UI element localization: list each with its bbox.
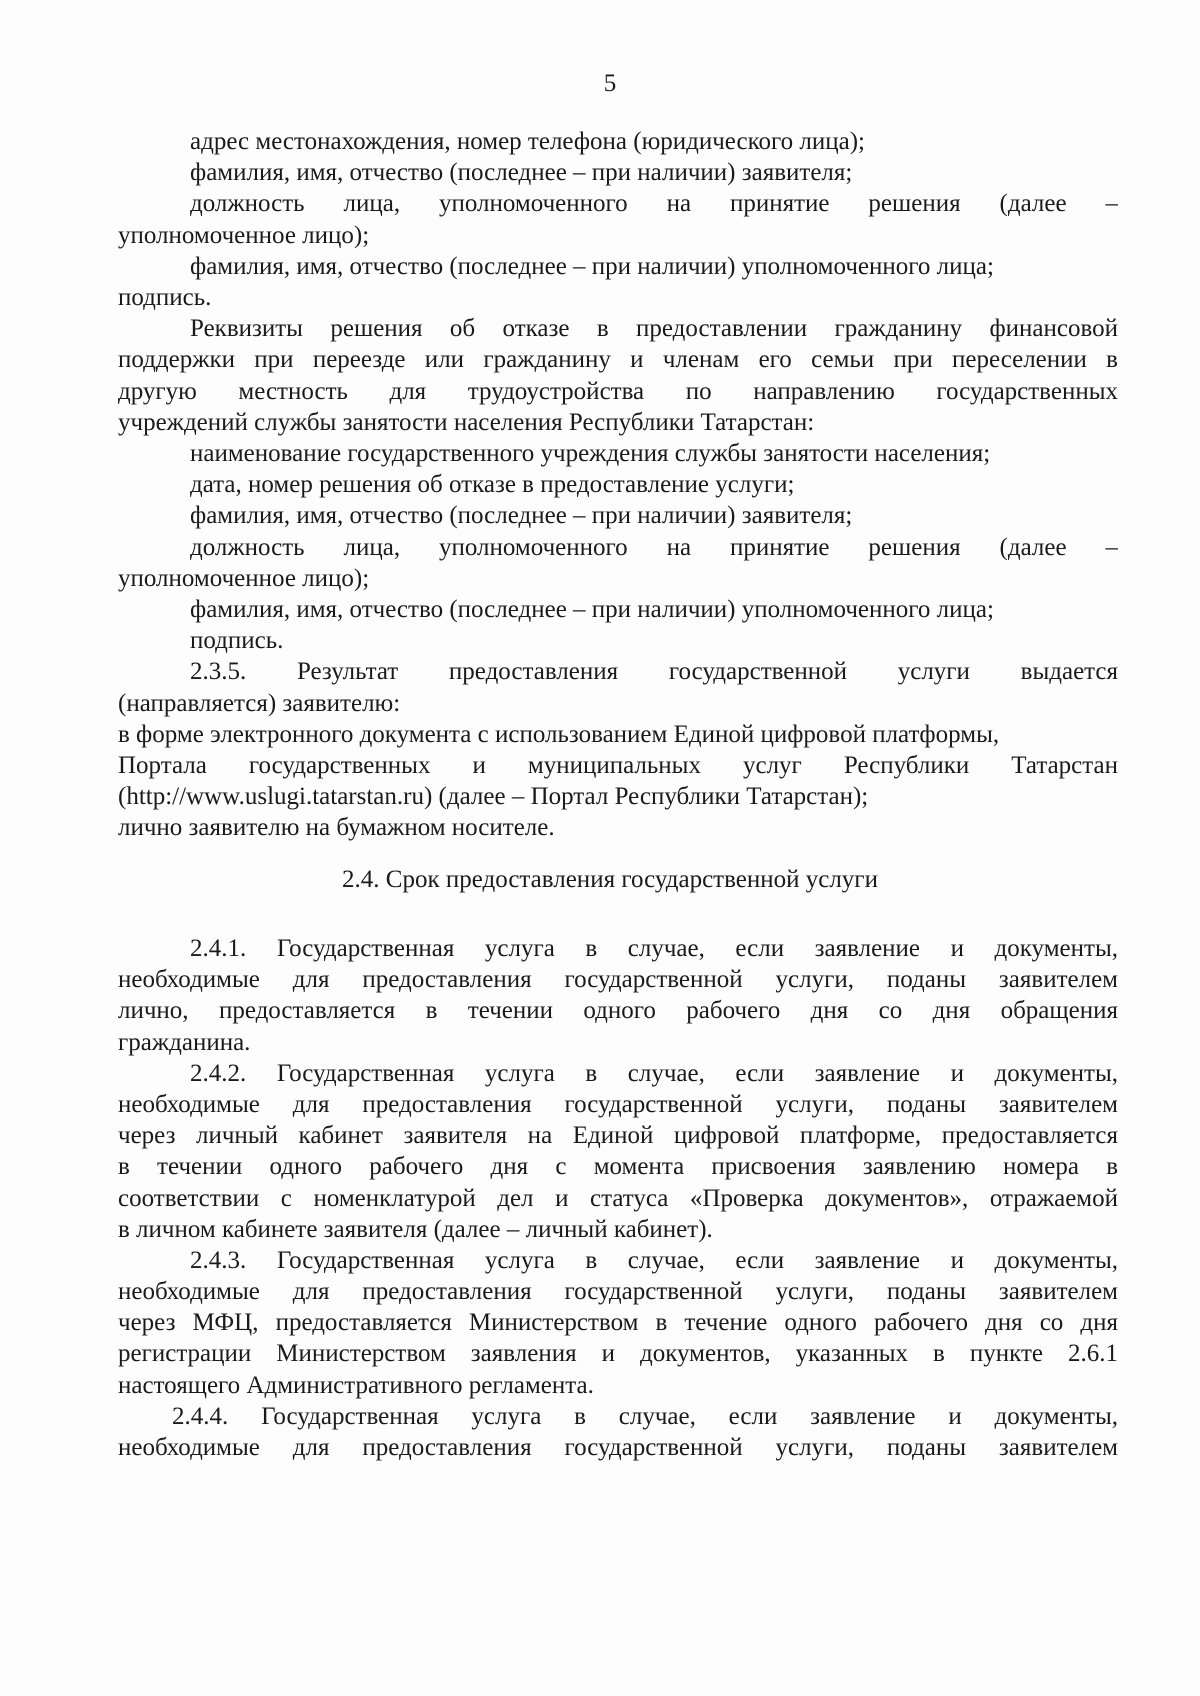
text-line: поддержки при переезде или гражданину и членам его семьи при переселении в [118,346,1118,374]
text-line: фамилия, имя, отчество (последнее – при наличии) уполномоченного лица; [190,595,994,623]
page-number: 5 [603,70,617,97]
text-line: в личном кабинете заявителя (далее – личный кабинет). [118,1215,713,1243]
text-line: регистрации Министерством заявления и документов, указанных в пункте 2.6.1 [118,1340,1118,1368]
text-line: лично, предоставляется в течении одного рабочего дня со дня обращения [118,997,1118,1025]
text-line: адрес местонахождения, номер телефона (юридического лица); [190,128,865,155]
text-line: уполномоченное лицо); [118,221,370,249]
text-line: фамилия, имя, отчество (последнее – при наличии) заявителя; [190,502,853,530]
text-line: фамилия, имя, отчество (последнее – при наличии) уполномоченного лица; [190,252,994,280]
text-line: через МФЦ, предоставляется Министерством в течение одного рабочего дня со дня [118,1309,1118,1337]
text-line: Портала государственных и муниципальных услуг Республики Татарстан [118,751,1118,779]
text-line: 2.4.3. Государственная услуга в случае, если заявление и документы, [190,1246,1118,1274]
text-line: дата, номер решения об отказе в предоставление услуги; [190,471,795,499]
text-line: наименование государственного учреждения службы занятости населения; [190,439,991,467]
paragraph-block-terms [118,933,1118,1463]
text-line: лично заявителю на бумажном носителе. [118,814,555,842]
text-line: 2.4.1. Государственная услуга в случае, если заявление и документы, [190,935,1118,962]
text-line: (направляется) заявителю: [118,689,401,717]
text-line: в течении одного рабочего дня с момента присвоения заявлению номера в [118,1153,1118,1181]
section-heading: 2.4. Срок предоставления государственной услуги [342,866,878,893]
text-line: Реквизиты решения об отказе в предоставлении гражданину финансовой [190,315,1118,343]
paragraph-block-requisites [118,126,1118,844]
text-line: фамилия, имя, отчество (последнее – при наличии) заявителя; [190,159,853,187]
text-line: соответствии с номенклатурой дел и статуса «Проверка документов», отражаемой [118,1184,1118,1212]
text-line: должность лица, уполномоченного на принятие решения (далее – [190,190,1118,218]
text-line: в форме электронного документа с использованием Единой цифровой платформы, [118,720,1000,748]
text-line: должность лица, уполномоченного на принятие решения (далее – [190,533,1118,561]
text-line: (http://www.uslugi.tatarstan.ru) (далее – Портал Республики Татарстан); [118,783,869,811]
text-line: другую местность для трудоустройства по направлению государственных [118,377,1118,405]
text-line: подпись. [118,284,212,311]
text-line: необходимые для предоставления государственной услуги, поданы заявителем [118,1278,1118,1306]
text-line: учреждений службы занятости населения Республики Татарстан: [118,408,815,436]
text-line: уполномоченное лицо); [118,564,370,592]
text-line: необходимые для предоставления государственной услуги, поданы заявителем [118,1434,1118,1462]
text-line: настоящего Административного регламента. [118,1371,594,1399]
text-line: необходимые для предоставления государственной услуги, поданы заявителем [118,966,1118,994]
text-line: 2.4.4. Государственная услуга в случае, если заявление и документы, [172,1402,1118,1430]
text-line: гражданина. [118,1028,251,1056]
text-line: через личный кабинет заявителя на Единой цифровой платформе, предоставляется [118,1122,1118,1150]
text-line: необходимые для предоставления государственной услуги, поданы заявителем [118,1090,1118,1118]
text-line: подпись. [190,627,284,655]
text-line: 2.4.2. Государственная услуга в случае, если заявление и документы, [190,1059,1118,1087]
text-line: 2.3.5. Результат предоставления государственной услуги выдается [190,658,1118,686]
